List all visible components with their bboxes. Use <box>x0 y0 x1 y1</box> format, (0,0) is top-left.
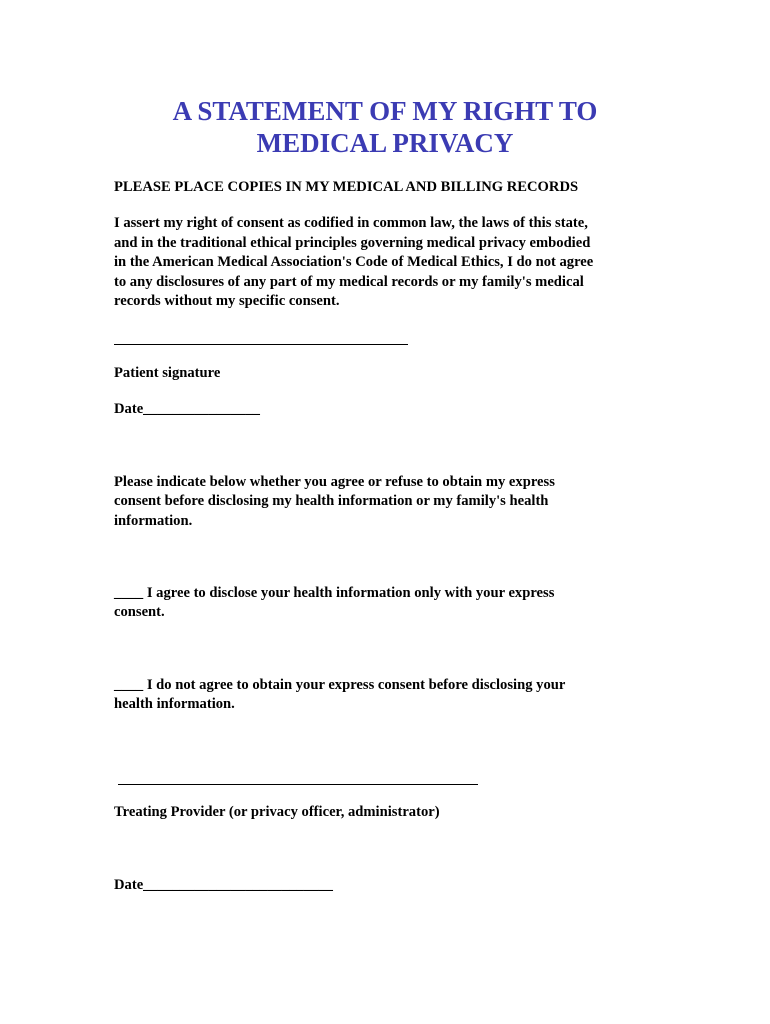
document-title-line-2: MEDICAL PRIVACY <box>256 128 514 158</box>
agree-option-line-2: consent. <box>114 604 165 620</box>
agree-option-line-1[interactable]: ____ I agree to disclose your health information only with your express <box>114 585 555 601</box>
request-line-3: information. <box>114 513 193 529</box>
request-line-2: consent before disclosing my health information or my family's health <box>114 493 549 509</box>
records-instruction: PLEASE PLACE COPIES IN MY MEDICAL AND BILLING RECORDS <box>114 179 579 195</box>
patient-date-field[interactable]: Date________________ <box>114 401 260 417</box>
patient-signature-label: Patient signature <box>114 365 221 381</box>
disagree-option-line-1[interactable]: ____ I do not agree to obtain your express consent before disclosing your <box>114 677 566 693</box>
assertion-line-5: records without my specific consent. <box>114 293 340 309</box>
disagree-option-line-2: health information. <box>114 696 235 712</box>
document-title-line-1: A STATEMENT OF MY RIGHT TO <box>172 96 598 126</box>
assertion-line-4: to any disclosures of any part of my medical records or my family's medical <box>114 274 584 290</box>
provider-signature-label: Treating Provider (or privacy officer, administrator) <box>114 804 440 820</box>
patient-signature-line[interactable] <box>114 344 408 345</box>
provider-date-field[interactable]: Date__________________________ <box>114 877 333 893</box>
provider-signature-line[interactable] <box>118 784 478 785</box>
assertion-line-3: in the American Medical Association's Code of Medical Ethics, I do not agree <box>114 254 594 270</box>
assertion-line-1: I assert my right of consent as codified in common law, the laws of this state, <box>114 215 588 231</box>
request-line-1: Please indicate below whether you agree or refuse to obtain my express <box>114 474 555 490</box>
assertion-line-2: and in the traditional ethical principles governing medical privacy embodied <box>114 235 591 251</box>
